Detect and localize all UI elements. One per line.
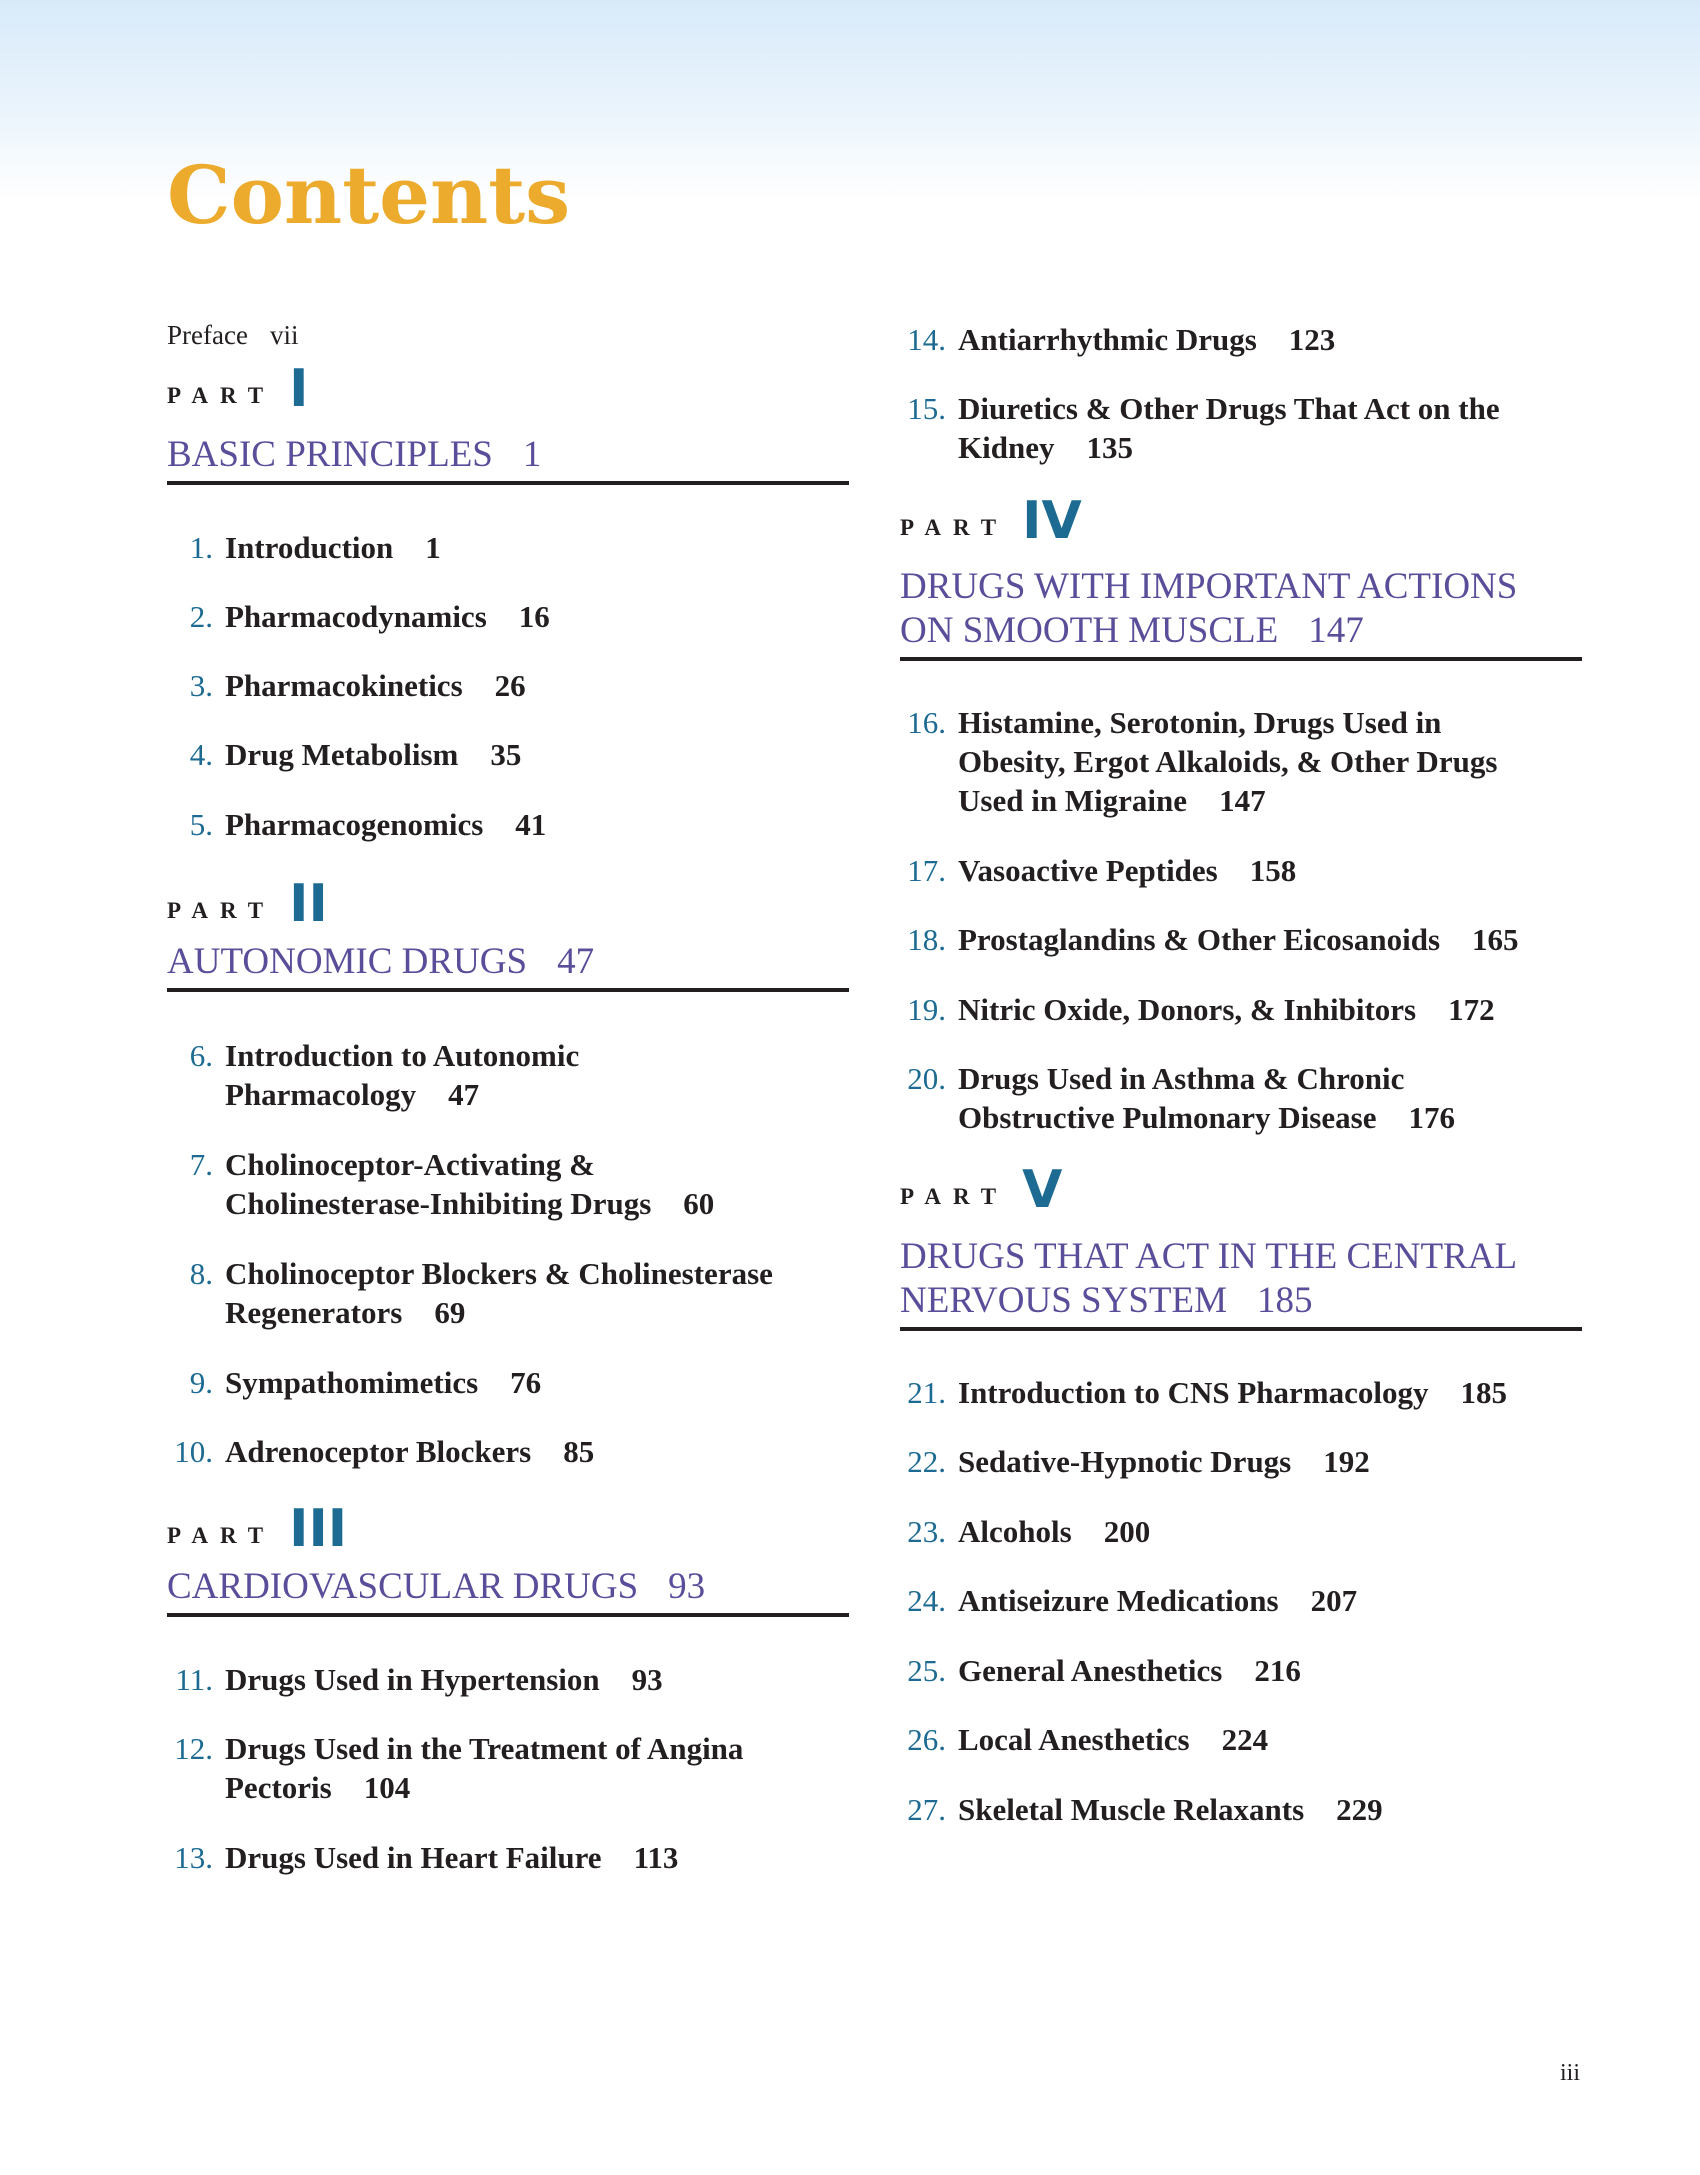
chapter-title-line2: Regenerators xyxy=(225,1295,403,1330)
chapter-title-line1: Cholinoceptor Blockers & Cholinesterase xyxy=(225,1256,773,1291)
chapter-entry-11[interactable] xyxy=(167,1660,827,1699)
chapter-entry-9[interactable] xyxy=(167,1363,827,1402)
chapter-entry-24[interactable] xyxy=(900,1581,1560,1620)
chapter-number: 24. xyxy=(907,1583,946,1618)
chapter-page: 35 xyxy=(490,737,522,772)
part-page: 93 xyxy=(668,1566,706,1607)
chapter-title: Alcohols xyxy=(958,1514,1072,1549)
part-title-text: CARDIOVASCULAR DRUGS xyxy=(167,1566,639,1607)
chapter-entry-3[interactable] xyxy=(167,666,827,705)
chapter-number: 10. xyxy=(174,1434,213,1469)
part-label-1 xyxy=(167,359,309,419)
part-page: 185 xyxy=(1257,1280,1313,1321)
chapter-number: 17. xyxy=(907,853,946,888)
chapter-title: Pharmacodynamics xyxy=(225,599,487,634)
chapter-page: 158 xyxy=(1249,853,1297,888)
chapter-title-line3: Used in Migraine xyxy=(958,783,1188,818)
part-title-text: BASIC PRINCIPLES xyxy=(167,434,493,475)
chapter-title-line2: Kidney xyxy=(958,430,1055,465)
chapter-page: 76 xyxy=(510,1365,542,1400)
chapter-title: Nitric Oxide, Donors, & Inhibitors xyxy=(958,992,1417,1027)
part-label-5 xyxy=(900,1160,1063,1220)
chapter-number: 27. xyxy=(907,1792,946,1827)
chapter-page: 192 xyxy=(1323,1444,1370,1479)
chapter-number: 5. xyxy=(189,807,213,842)
chapter-entry-7[interactable] xyxy=(167,1145,827,1223)
part-title-line1: DRUGS WITH IMPORTANT ACTIONS xyxy=(900,566,1518,607)
chapter-page: 229 xyxy=(1336,1792,1383,1827)
chapter-title: Drugs Used in Hypertension xyxy=(225,1662,600,1697)
chapter-title: Sedative-Hypnotic Drugs xyxy=(958,1444,1292,1479)
part-numeral: I xyxy=(289,359,309,419)
part-title-cns[interactable] xyxy=(900,1235,1582,1331)
part-numeral: IV xyxy=(1022,491,1082,551)
chapter-number: 2. xyxy=(189,599,213,634)
chapter-entry-8[interactable] xyxy=(167,1254,827,1332)
chapter-title-line1: Drugs Used in Asthma & Chronic xyxy=(958,1061,1405,1096)
chapter-page: 135 xyxy=(1086,430,1133,465)
chapter-title: Prostaglandins & Other Eicosanoids xyxy=(958,922,1441,957)
chapter-entry-23[interactable] xyxy=(900,1512,1560,1551)
part-label-3 xyxy=(167,1499,348,1559)
chapter-title: Vasoactive Peptides xyxy=(958,853,1218,888)
part-page: 147 xyxy=(1308,610,1364,651)
chapter-page: 123 xyxy=(1288,322,1336,357)
part-title-line2: NERVOUS SYSTEM xyxy=(900,1280,1228,1321)
part-title-line2: ON SMOOTH MUSCLE xyxy=(900,610,1279,651)
part-title-basic-principles[interactable] xyxy=(167,433,849,485)
chapter-page: 60 xyxy=(683,1186,715,1221)
chapter-number: 13. xyxy=(174,1840,213,1875)
chapter-number: 11. xyxy=(175,1662,213,1697)
chapter-entry-12[interactable] xyxy=(167,1729,827,1807)
chapter-entry-5[interactable] xyxy=(167,805,827,844)
preface-entry[interactable] xyxy=(167,320,298,351)
chapter-number: 7. xyxy=(189,1147,213,1182)
chapter-number: 15. xyxy=(907,391,946,426)
part-title-line1: DRUGS THAT ACT IN THE CENTRAL xyxy=(900,1236,1518,1277)
preface-label: Preface xyxy=(167,320,248,350)
chapter-entry-2[interactable] xyxy=(167,597,827,636)
chapter-title-line1: Diuretics & Other Drugs That Act on the xyxy=(958,391,1500,426)
chapter-title: Antiarrhythmic Drugs xyxy=(958,322,1257,357)
chapter-page: 47 xyxy=(448,1077,480,1112)
chapter-page: 224 xyxy=(1221,1722,1269,1757)
chapter-page: 1 xyxy=(425,530,441,565)
chapter-title-line2: Obesity, Ergot Alkaloids, & Other Drugs xyxy=(958,744,1498,779)
chapter-entry-26[interactable] xyxy=(900,1720,1560,1759)
chapter-entry-27[interactable] xyxy=(900,1790,1560,1829)
chapter-title: Local Anesthetics xyxy=(958,1722,1190,1757)
chapter-entry-6[interactable] xyxy=(167,1036,827,1114)
chapter-number: 4. xyxy=(189,737,213,772)
chapter-title: Drug Metabolism xyxy=(225,737,459,772)
chapter-page: 85 xyxy=(563,1434,595,1469)
chapter-title-line1: Drugs Used in the Treatment of Angina xyxy=(225,1731,744,1766)
chapter-title-line1: Histamine, Serotonin, Drugs Used in xyxy=(958,705,1442,740)
chapter-page: 200 xyxy=(1103,1514,1151,1549)
chapter-title: Sympathomimetics xyxy=(225,1365,479,1400)
chapter-entry-20[interactable] xyxy=(900,1059,1560,1137)
chapter-entry-21[interactable] xyxy=(900,1373,1560,1412)
part-label-2 xyxy=(167,874,328,934)
chapter-title: Drugs Used in Heart Failure xyxy=(225,1840,602,1875)
part-word: PART xyxy=(900,1184,1009,1209)
chapter-page: 207 xyxy=(1310,1583,1358,1618)
chapter-page: 147 xyxy=(1219,783,1266,818)
chapter-page: 172 xyxy=(1448,992,1495,1027)
chapter-title-line1: Cholinoceptor-Activating & xyxy=(225,1147,595,1182)
chapter-entry-15[interactable] xyxy=(900,389,1560,467)
chapter-entry-14[interactable] xyxy=(900,320,1560,359)
page-title: Contents xyxy=(167,148,571,242)
part-word: PART xyxy=(167,1523,276,1548)
chapter-number: 14. xyxy=(907,322,946,357)
chapter-title-line2: Pharmacology xyxy=(225,1077,417,1112)
chapter-page: 26 xyxy=(494,668,526,703)
chapter-number: 9. xyxy=(189,1365,213,1400)
chapter-title: Antiseizure Medications xyxy=(958,1583,1279,1618)
chapter-title: Skeletal Muscle Relaxants xyxy=(958,1792,1305,1827)
chapter-page: 176 xyxy=(1408,1100,1455,1135)
chapter-entry-4[interactable] xyxy=(167,735,827,774)
chapter-page: 69 xyxy=(434,1295,466,1330)
chapter-title: Introduction to CNS Pharmacology xyxy=(958,1375,1429,1410)
chapter-entry-22[interactable] xyxy=(900,1442,1560,1481)
preface-page: vii xyxy=(269,320,299,350)
part-page: 47 xyxy=(557,941,595,982)
chapter-number: 1. xyxy=(189,530,213,565)
chapter-title: General Anesthetics xyxy=(958,1653,1223,1688)
part-title-text: AUTONOMIC DRUGS xyxy=(167,941,528,982)
part-title-cardiovascular-drugs[interactable] xyxy=(167,1565,849,1617)
chapter-page: 113 xyxy=(633,1840,679,1875)
chapter-number: 22. xyxy=(907,1444,946,1479)
part-word: PART xyxy=(167,383,276,408)
chapter-title: Pharmacogenomics xyxy=(225,807,484,842)
chapter-title-line2: Obstructive Pulmonary Disease xyxy=(958,1100,1377,1135)
chapter-entry-13[interactable] xyxy=(167,1838,827,1877)
chapter-entry-16[interactable] xyxy=(900,703,1560,820)
part-numeral: V xyxy=(1022,1160,1063,1220)
chapter-entry-18[interactable] xyxy=(900,920,1560,959)
chapter-number: 25. xyxy=(907,1653,946,1688)
chapter-entry-19[interactable] xyxy=(900,990,1560,1029)
chapter-title-line2: Cholinesterase-Inhibiting Drugs xyxy=(225,1186,652,1221)
chapter-title: Pharmacokinetics xyxy=(225,668,463,703)
chapter-title: Adrenoceptor Blockers xyxy=(225,1434,532,1469)
chapter-number: 12. xyxy=(174,1731,213,1766)
chapter-title-line1: Introduction to Autonomic xyxy=(225,1038,580,1073)
chapter-title-line2: Pectoris xyxy=(225,1770,332,1805)
chapter-number: 16. xyxy=(907,705,946,740)
chapter-page: 93 xyxy=(631,1662,663,1697)
part-page: 1 xyxy=(522,434,542,475)
chapter-page: 104 xyxy=(363,1770,411,1805)
chapter-number: 6. xyxy=(189,1038,213,1073)
part-word: PART xyxy=(900,515,1009,540)
chapter-entry-25[interactable] xyxy=(900,1651,1560,1690)
page-number: iii xyxy=(1560,2060,1581,2086)
part-title-autonomic-drugs[interactable] xyxy=(167,940,849,992)
chapter-page: 16 xyxy=(518,599,550,634)
chapter-number: 19. xyxy=(907,992,946,1027)
part-title-smooth-muscle[interactable] xyxy=(900,565,1582,661)
chapter-page: 216 xyxy=(1254,1653,1301,1688)
chapter-page: 185 xyxy=(1460,1375,1507,1410)
chapter-page: 165 xyxy=(1472,922,1519,957)
chapter-number: 8. xyxy=(189,1256,213,1291)
chapter-number: 18. xyxy=(907,922,946,957)
chapter-page: 41 xyxy=(515,807,547,842)
part-label-4 xyxy=(900,491,1082,551)
part-numeral: II xyxy=(289,874,328,934)
chapter-number: 23. xyxy=(907,1514,946,1549)
chapter-entry-1[interactable] xyxy=(167,528,827,567)
chapter-number: 26. xyxy=(907,1722,946,1757)
chapter-entry-10[interactable] xyxy=(167,1432,827,1471)
chapter-entry-17[interactable] xyxy=(900,851,1560,890)
part-numeral: III xyxy=(289,1499,348,1559)
part-word: PART xyxy=(167,898,276,923)
chapter-number: 3. xyxy=(189,668,213,703)
chapter-number: 20. xyxy=(907,1061,946,1096)
chapter-title: Introduction xyxy=(225,530,394,565)
chapter-number: 21. xyxy=(907,1375,946,1410)
